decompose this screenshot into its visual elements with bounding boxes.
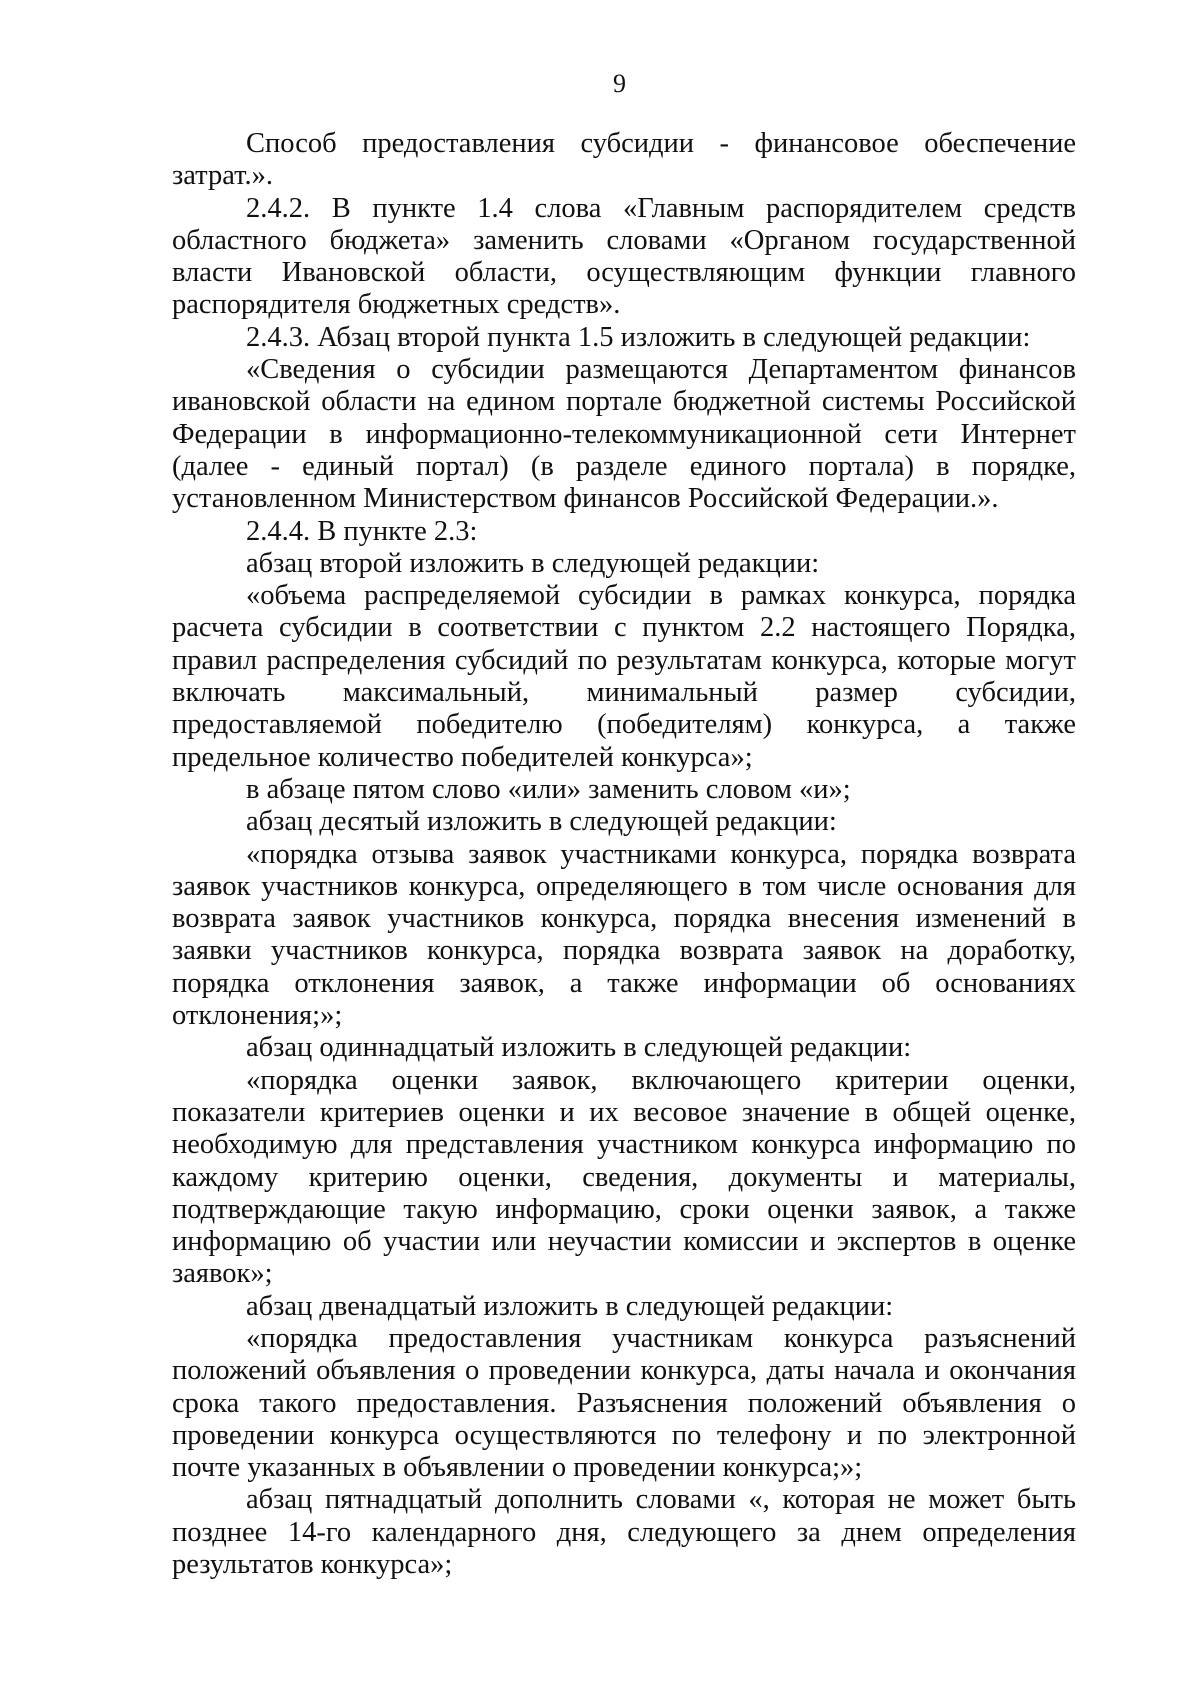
paragraph-2-4-3: 2.4.3. Абзац второй пункта 1.5 изложить в следующей редакции:	[246, 321, 1031, 353]
paragraph-2-4-2: 2.4.2. В пункте 1.4 слова «Главным распорядителем средств областного бюджета» заменить словами «Органом государственной власти Ивановской области, осуществляющим функции главного распорядителя бюджетных средств».	[172, 192, 1076, 321]
paragraph-abzac-twelfth: абзац двенадцатый изложить в следующей редакции:	[246, 1290, 894, 1322]
paragraph-evaluation-quote: «порядка оценки заявок, включающего критерии оценки, показатели критериев оценки и их весовое значение в общей оценке, необходимую для представления участником конкурса информацию по каждому критерию оценки, сведения, документы и материалы, подтверждающие такую информацию, сроки оценки заявок, а также информацию об участии или неучастии комиссии и экспертов в оценке заявок»;	[172, 1064, 1076, 1290]
paragraph-abzac-fifth: в абзаце пятом слово «или» заменить словом «и»;	[246, 773, 851, 805]
paragraph-subsidy-info-quote: «Сведения о субсидии размещаются Департаментом финансов ивановской области на едином портале бюджетной системы Российской Федерации в информационно-телекоммуникационной сети Интернет (далее - единый портал) (в разделе единого портала) в порядке, установленном Министерством финансов Российской Федерации.».	[172, 354, 1076, 515]
paragraph-withdrawal-quote: «порядка отзыва заявок участниками конкурса, порядка возврата заявок участников конкурса, определяющего в том числе основания для возврата заявок участников конкурса, порядка внесения изменений в заявки участников конкурса, порядка возврата заявок на доработку, порядка отклонения заявок, а также информации об основаниях отклонения;»;	[172, 838, 1076, 1032]
page-number: 9	[613, 69, 626, 98]
paragraph-2-4-4: 2.4.4. В пункте 2.3:	[246, 515, 478, 547]
paragraph-subsidy-method: Способ предоставления субсидии - финансовое обеспечение затрат.».	[172, 128, 1076, 192]
paragraph-clarification-quote: «порядка предоставления участникам конкурса разъяснений положений объявления о проведении конкурса, даты начала и окончания срока такого предоставления. Разъяснения положений объявления о проведении конкурса осуществляются по телефону и по электронной почте указанных в объявлении о проведении конкурса;»;	[172, 1322, 1076, 1484]
paragraph-volume-quote: «объема распределяемой субсидии в рамках конкурса, порядка расчета субсидии в соответствии с пунктом 2.2 настоящего Порядка, правил распределения субсидий по результатам конкурса, которые могут включать максимальный, минимальный размер субсидии, предоставляемой победителю (победителям) конкурса, а также предельное количество победителей конкурса»;	[172, 580, 1076, 773]
paragraph-abzac-fifteenth: абзац пятнадцатый дополнить словами «, которая не может быть позднее 14-го календарного дня, следующего за днем определения результатов конкурса»;	[172, 1484, 1076, 1581]
paragraph-abzac-tenth: абзац десятый изложить в следующей редакции:	[246, 806, 837, 838]
document-body	[172, 128, 1076, 1581]
paragraph-abzac-second: абзац второй изложить в следующей редакции:	[246, 547, 820, 579]
paragraph-abzac-eleventh: абзац одиннадцатый изложить в следующей редакции:	[246, 1032, 912, 1064]
